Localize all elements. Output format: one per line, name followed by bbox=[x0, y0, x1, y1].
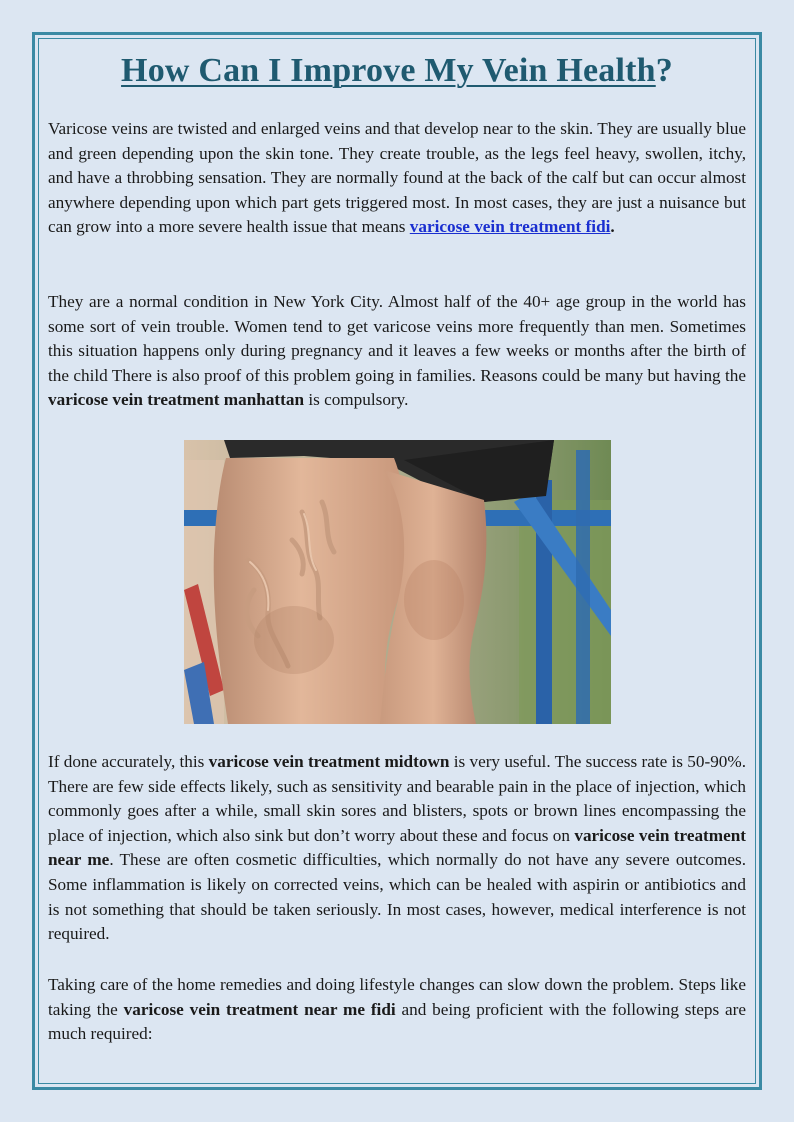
bold-varicose-vein-treatment-near-me: varicose vein treatment near me bbox=[48, 825, 747, 870]
paragraph-nyc-end: is compulsory. bbox=[304, 390, 409, 410]
paragraph-intro-end: . bbox=[610, 217, 615, 237]
title-text: How Can I Improve My Vein Health bbox=[121, 52, 656, 89]
paragraph-home-remedies-text-a: Taking care of the home remedies and doing lifestyle changes can slow down the problem. Steps like taking the bbox=[48, 975, 746, 1019]
paragraph-nyc bbox=[48, 290, 746, 413]
paragraph-home-remedies bbox=[48, 973, 746, 1047]
bold-varicose-vein-treatment-manhattan: varicose vein treatment manhattan bbox=[48, 390, 305, 410]
paragraph-intro bbox=[48, 117, 746, 240]
link-varicose-vein-treatment-fidi[interactable]: varicose vein treatment fidi bbox=[409, 217, 611, 237]
paragraph-success-rate-text-b: is very useful. The success rate is 50-90%. There are few side effects likely, such as sensitivity and bearable pain in the place of injection, which commonly goes after a while, small skin sores and blisters, spots or brown lines encompassing the place of injection, which also sink but don’t worry about these and focus on bbox=[48, 752, 746, 845]
paragraph-home-remedies-text-b: and being proficient with the following steps are much required: bbox=[48, 999, 746, 1044]
varicose-veins-legs-photo bbox=[184, 440, 611, 724]
title-question-mark: ? bbox=[655, 52, 673, 89]
paragraph-success-rate-text-a: If done accurately, this bbox=[48, 752, 209, 771]
paragraph-success-rate bbox=[48, 750, 746, 947]
bold-varicose-vein-treatment-near-me-fidi: varicose vein treatment near me fidi bbox=[123, 999, 396, 1019]
bold-varicose-vein-treatment-midtown: varicose vein treatment midtown bbox=[208, 752, 450, 771]
paragraph-nyc-text: They are a normal condition in New York City. Almost half of the 40+ age group in the world has some sort of vein trouble. Women tend to get varicose veins more frequently than men. Sometimes this situation happens only during pregnancy and it leaves a few weeks or months after the birth of the child There is also proof of this problem going in families. Reasons could be many but having the bbox=[48, 292, 746, 385]
page-title bbox=[0, 52, 794, 90]
paragraph-intro-text: Varicose veins are twisted and enlarged veins and that develop near to the skin. They are usually blue and green depending upon the skin tone. They create trouble, as the legs feel heavy, swollen, itchy, and have a throbbing sensation. They are normally found at the back of the calf but can occur almost anywhere depending upon which part gets triggered most. In most cases, they are just a nuisance but can grow into a more severe health issue that means bbox=[48, 119, 746, 237]
paragraph-success-rate-text-c: . These are often cosmetic difficulties, which normally do not have any severe outcomes. Some inflammation is likely on corrected veins, which can be healed with aspirin or antibiotics and is not something that should be taken seriously. In most cases, however, medical interference is not required. bbox=[48, 850, 746, 944]
